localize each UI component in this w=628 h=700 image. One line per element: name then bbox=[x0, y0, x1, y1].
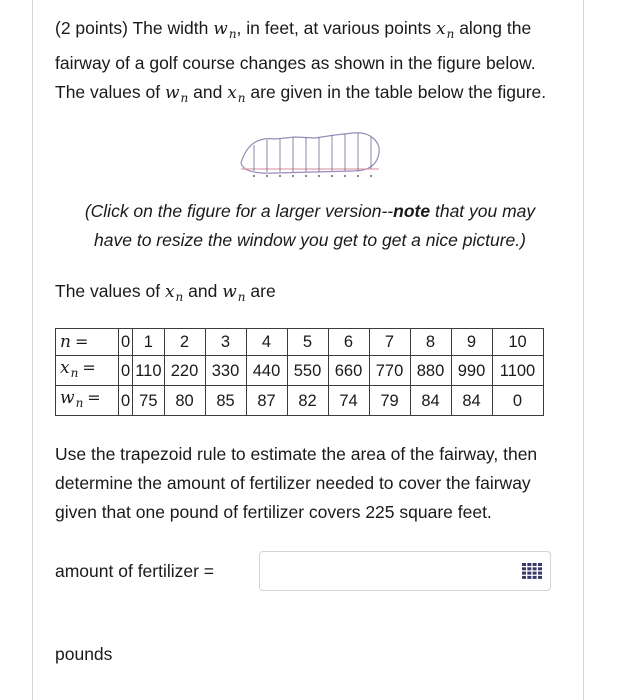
table-cell: 79 bbox=[369, 386, 410, 416]
intro-text: (2 points) The width bbox=[55, 18, 209, 38]
table-cell: 6 bbox=[328, 329, 369, 356]
table-cell: 7 bbox=[369, 329, 410, 356]
table-cell: 660 bbox=[328, 356, 369, 386]
x-n-symbol: $x_n$ bbox=[435, 19, 455, 41]
table-cell: 84 bbox=[451, 386, 492, 416]
intro-text-3: along the fairway of a golf course changes as shown in the figure below. The values of bbox=[55, 18, 536, 102]
intro-text-2: , in feet, at various points bbox=[236, 18, 432, 38]
table-cell: 220 bbox=[164, 356, 205, 386]
note-bold: note bbox=[393, 201, 431, 221]
table-cell: 0 bbox=[119, 329, 133, 356]
table-cell: 0 bbox=[119, 356, 133, 386]
table-cell: 1 bbox=[133, 329, 164, 356]
table-cell: 4 bbox=[246, 329, 287, 356]
question-content bbox=[55, 14, 565, 595]
x-n-symbol-2: $x_n$ bbox=[227, 83, 246, 105]
answer-input-box[interactable] bbox=[259, 551, 551, 591]
table-cell: 550 bbox=[287, 356, 328, 386]
values-line: The values of $x_n$ and $w_n$ are bbox=[55, 281, 276, 304]
x-n-symbol-3: $x_n$ bbox=[164, 282, 184, 304]
table-cell: 85 bbox=[205, 386, 246, 416]
fertilizer-amount-input[interactable] bbox=[266, 552, 510, 590]
table-row-w bbox=[56, 386, 544, 416]
w-n-symbol-2: $w_n$ bbox=[164, 83, 189, 105]
table-cell: 84 bbox=[410, 386, 451, 416]
row-label-x: $x_n$ = bbox=[56, 356, 119, 386]
table-cell: 82 bbox=[287, 386, 328, 416]
and-text: and bbox=[193, 82, 223, 102]
table-cell: 3 bbox=[205, 329, 246, 356]
table-cell: 87 bbox=[246, 386, 287, 416]
intro-text-4: are given in the table below the figure. bbox=[250, 82, 547, 102]
answer-label: amount of fertilizer = bbox=[55, 561, 215, 581]
grid-icon[interactable] bbox=[522, 563, 542, 579]
question-card bbox=[32, 0, 584, 700]
table-cell: 0 bbox=[492, 386, 543, 416]
table-cell: 0 bbox=[119, 386, 133, 416]
units-label: pounds bbox=[55, 644, 113, 664]
table-cell: 880 bbox=[410, 356, 451, 386]
table-cell: 330 bbox=[205, 356, 246, 386]
fairway-figure-area bbox=[55, 125, 565, 187]
problem-statement bbox=[55, 14, 565, 113]
w-n-symbol-3: $w_n$ bbox=[222, 282, 246, 304]
answer-row bbox=[55, 551, 565, 595]
table-cell: 770 bbox=[369, 356, 410, 386]
table-cell: 10 bbox=[492, 329, 543, 356]
table-row-x bbox=[56, 356, 544, 386]
w-n-symbol: $w_n$ bbox=[213, 19, 237, 41]
table-cell: 74 bbox=[328, 386, 369, 416]
table-cell: 9 bbox=[451, 329, 492, 356]
table-cell: 1100 bbox=[492, 356, 543, 386]
figure-note: (Click on the figure for a larger version--note that you may have to resize the window you get to get a nice picture.) bbox=[84, 201, 536, 250]
table-cell: 8 bbox=[410, 329, 451, 356]
table-cell: 990 bbox=[451, 356, 492, 386]
row-label-w: $w_n$ = bbox=[56, 386, 119, 416]
table-cell: 80 bbox=[164, 386, 205, 416]
table-cell: 75 bbox=[133, 386, 164, 416]
values-table bbox=[55, 328, 544, 416]
table-cell: 440 bbox=[246, 356, 287, 386]
table-row-n bbox=[56, 329, 544, 356]
fairway-figure[interactable] bbox=[235, 125, 385, 181]
row-label-n: n = bbox=[56, 329, 119, 356]
table-cell: 5 bbox=[287, 329, 328, 356]
table-cell: 2 bbox=[164, 329, 205, 356]
instruction-text: Use the trapezoid rule to estimate the area of the fairway, then determine the amount of fertilizer needed to cover the fairway given that one pound of fertilizer covers 225 square feet. bbox=[55, 444, 538, 522]
table-cell: 110 bbox=[133, 356, 164, 386]
